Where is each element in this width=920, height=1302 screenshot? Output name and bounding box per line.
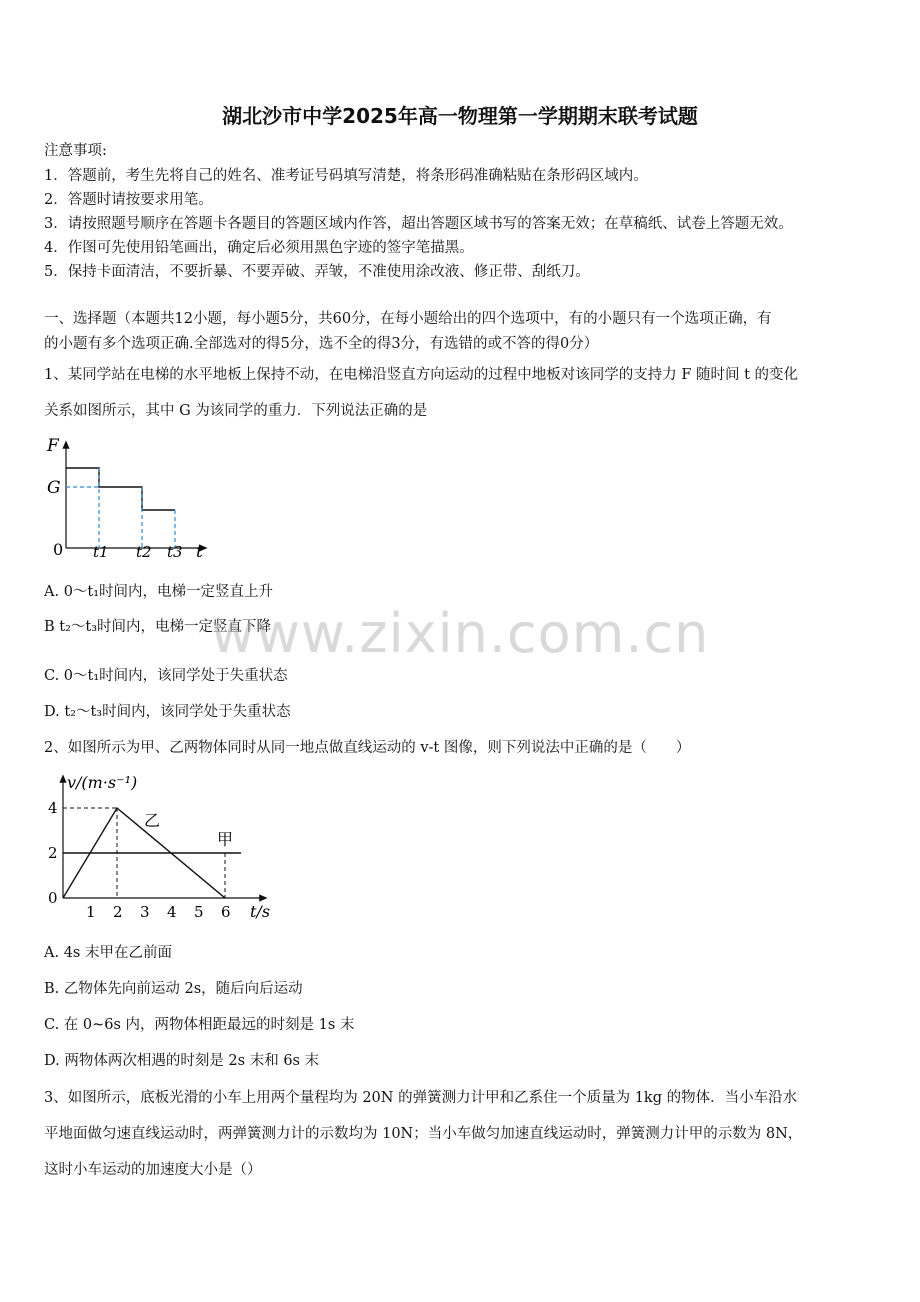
q1-option-d: D. t₂～t₃时间内，该同学处于失重状态 bbox=[44, 704, 291, 720]
notice-heading: 注意事项: bbox=[44, 143, 107, 159]
x-tick-label: 3 bbox=[140, 903, 150, 921]
q1-option-a: A. 0～t₁时间内，电梯一定竖直上升 bbox=[44, 584, 274, 600]
series-label: 乙 bbox=[144, 811, 161, 830]
notice-item-5: 5．保持卡面清洁，不要折暴、不要弄破、弄皱，不准使用涂改液、修正带、刮纸刀。 bbox=[44, 264, 590, 280]
t1-label: t1 bbox=[93, 543, 109, 561]
q2-option-b: B. 乙物体先向前运动 2s，随后向后运动 bbox=[44, 981, 303, 997]
watermark: www.zixin.com.cn bbox=[210, 602, 710, 665]
force-step-line bbox=[66, 468, 175, 510]
origin-label: 0 bbox=[53, 540, 64, 559]
t2-label: t2 bbox=[136, 543, 152, 561]
q3-line-2: 平地面做匀速直线运动时，两弹簧测力计的示数均为 10N；当小车做匀加速直线运动时，弹簧测力计甲的示数为 8N， bbox=[44, 1126, 803, 1142]
force-time-graph bbox=[44, 430, 219, 570]
q3-line-3: 这时小车运动的加速度大小是（） bbox=[44, 1162, 262, 1178]
g-label: G bbox=[47, 478, 61, 498]
y-tick-label: 0 bbox=[48, 889, 58, 907]
q1-option-c: C. 0～t₁时间内，该同学处于失重状态 bbox=[44, 668, 288, 684]
x-tick-label: 4 bbox=[167, 903, 177, 921]
notice-item-2: 2．答题时请按要求用笔。 bbox=[44, 192, 213, 208]
velocity-time-graph bbox=[44, 766, 284, 926]
notice-item-1: 1．答题前，考生先将自己的姓名、准考证号码填写清楚，将条形码准确粘贴在条形码区域内。 bbox=[44, 168, 648, 184]
t-axis-label: t bbox=[196, 542, 203, 562]
x-tick-label: 6 bbox=[221, 903, 231, 921]
f-axis-label: F bbox=[47, 436, 59, 456]
q1-option-b: B t₂～t₃时间内，电梯一定竖直下降 bbox=[44, 619, 272, 635]
q1-line-2: 关系如图所示，其中 G 为该同学的重力．下列说法正确的是 bbox=[44, 403, 428, 419]
q2-option-c: C. 在 0~6s 内，两物体相距最远的时刻是 1s 末 bbox=[44, 1017, 355, 1033]
q1-line-1: 1、某同学站在电梯的水平地板上保持不动，在电梯沿竖直方向运动的过程中地板对该同学的支持力 F 随时间 t 的变化 bbox=[44, 367, 799, 383]
x-tick-label: 5 bbox=[194, 903, 204, 921]
section1-line-2: 的小题有多个选项正确.全部选对的得5分，选不全的得3分，有选错的或不答的得0分） bbox=[44, 336, 599, 352]
x-tick-label: 2 bbox=[113, 903, 123, 921]
q2-question: 2、如图所示为甲、乙两物体同时从同一地点做直线运动的 v-t 图像，则下列说法中正确的是（ ） bbox=[44, 740, 691, 756]
notice-item-4: 4．作图可先使用铅笔画出，确定后必须用黑色字迹的签字笔描黑。 bbox=[44, 240, 474, 256]
section1-line-1: 一、选择题（本题共12小题，每小题5分，共60分，在每小题给出的四个选项中，有的小题只有一个选项正确，有 bbox=[44, 311, 772, 327]
v-axis-label: v/(m·s⁻¹) bbox=[67, 773, 138, 792]
q2-option-a: A. 4s 末甲在乙前面 bbox=[44, 945, 172, 961]
series-label: 甲 bbox=[217, 830, 234, 849]
x-tick-label: 1 bbox=[86, 903, 96, 921]
q2-option-d: D. 两物体两次相遇的时刻是 2s 末和 6s 末 bbox=[44, 1053, 320, 1069]
notice-item-3: 3．请按照题号顺序在答题卡各题目的答题区域内作答，超出答题区域书写的答案无效；在草稿纸、试卷上答题无效。 bbox=[44, 216, 793, 232]
t3-label: t3 bbox=[167, 543, 183, 561]
q3-line-1: 3、如图所示，底板光滑的小车上用两个量程均为 20N 的弹簧测力计甲和乙系住一个质量为 1kg 的物体．当小车沿水 bbox=[44, 1090, 798, 1106]
t-axis-label-2: t/s bbox=[250, 902, 271, 921]
page-title: 湖北沙市中学2025年高一物理第一学期期末联考试题 bbox=[222, 104, 698, 128]
y-tick-label: 4 bbox=[48, 799, 58, 817]
y-tick-label: 2 bbox=[48, 844, 58, 862]
